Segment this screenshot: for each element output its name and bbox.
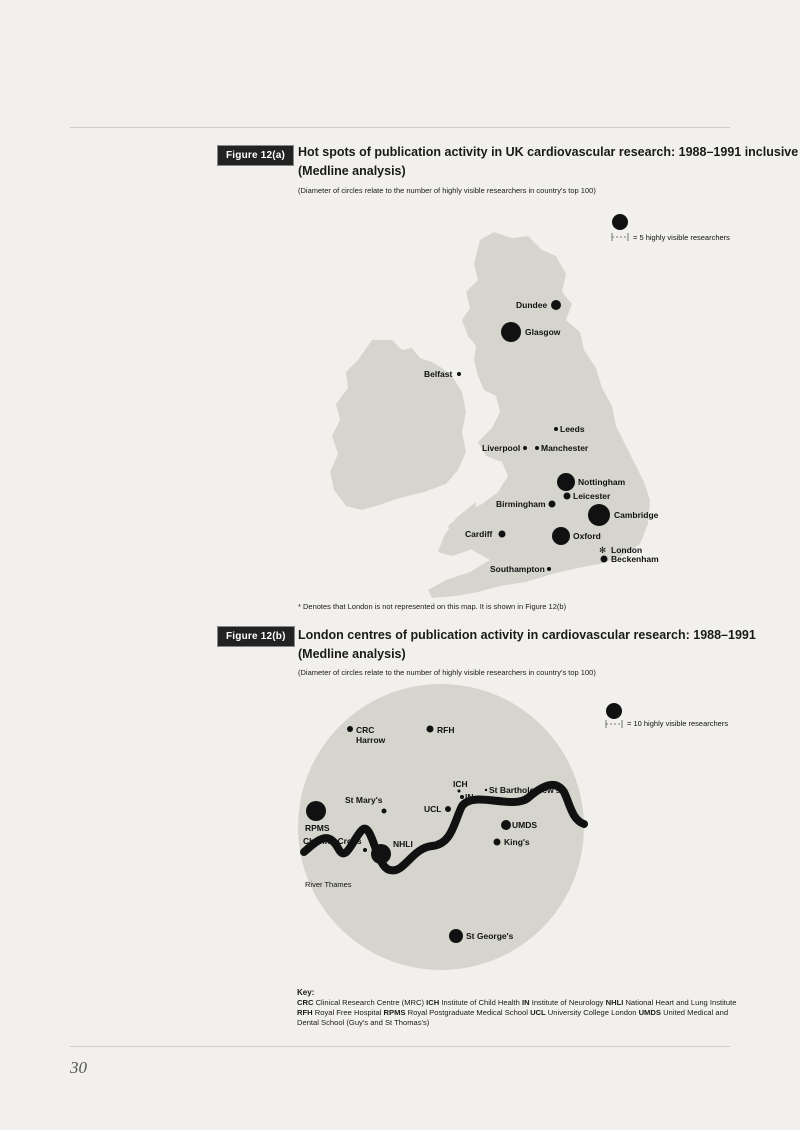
place-st-marys-label: St Mary's (345, 795, 383, 805)
key-text: Clinical Research Centre (MRC) (315, 998, 425, 1007)
key-list (297, 998, 747, 1028)
place-charing-cross-dot (363, 848, 367, 852)
key-abbr: UCL (530, 1008, 546, 1017)
key-text: University College London (547, 1008, 637, 1017)
place-ich-dot (458, 790, 461, 793)
place-rfh-dot (427, 726, 434, 733)
city-southampton-label: Southampton (490, 564, 545, 574)
legend-text-a: = 5 highly visible researchers (633, 233, 730, 242)
city-leicester-dot (564, 493, 571, 500)
key-abbr: RPMS (383, 1008, 406, 1017)
key-abbr: ICH (426, 998, 440, 1007)
key-text: National Heart and Lung Institute (625, 998, 737, 1007)
legend-text-b: = 10 highly visible researchers (627, 719, 729, 728)
place-st-georges-dot (449, 929, 463, 943)
place-ich-label: ICH (453, 779, 468, 789)
city-beckenham-label: Beckenham (611, 554, 659, 564)
ireland-landmass (330, 340, 466, 510)
figure-title-a (298, 143, 798, 181)
legend-dot-a (612, 214, 628, 230)
city-nottingham-dot (557, 473, 575, 491)
city-dundee-dot (551, 300, 561, 310)
key-abbr: UMDS (638, 1008, 661, 1017)
city-cambridge-label: Cambridge (614, 510, 659, 520)
legend-dot-b (606, 703, 622, 719)
city-belfast-dot (457, 372, 461, 376)
place-ucl-label: UCL (424, 804, 442, 814)
key-block (297, 988, 747, 1028)
city-nottingham-label: Nottingham (578, 477, 626, 487)
place-in-label: IN (465, 792, 474, 802)
place-crc-dot (347, 726, 353, 732)
place-umds-dot (501, 820, 511, 830)
city-cardiff-label: Cardiff (465, 529, 493, 539)
city-belfast-label: Belfast (424, 369, 453, 379)
key-abbr: CRC (297, 998, 314, 1007)
city-southampton-dot (547, 567, 551, 571)
key-abbr: IN (522, 998, 530, 1007)
key-text: Royal Postgraduate Medical School (407, 1008, 528, 1017)
city-manchester-label: Manchester (541, 443, 589, 453)
key-text: United Medical and Dental School (Guy's and St Thomas's) (297, 1008, 729, 1027)
place-rpms-dot (306, 801, 326, 821)
city-manchester-dot (535, 446, 539, 450)
city-liverpool-dot (523, 446, 527, 450)
figure-title-b (298, 626, 756, 664)
city-cambridge-dot (588, 504, 610, 526)
london-asterisk-icon: ✻ (599, 545, 607, 555)
place-kings-dot (494, 839, 501, 846)
city-leeds-dot (554, 427, 558, 431)
london-map (0, 680, 800, 980)
key-abbr: RFH (297, 1008, 313, 1017)
city-dundee-label: Dundee (516, 300, 548, 310)
figure-subtitle-b: (Diameter of circles relate to the number of highly visible researchers in country's top 100) (298, 668, 596, 677)
city-birmingham-label: Birmingham (496, 499, 546, 509)
city-liverpool-label: Liverpool (482, 443, 521, 453)
place-st-georges-label: St George's (466, 931, 514, 941)
place-rfh-label: RFH (437, 725, 455, 735)
key-text: Royal Free Hospital (314, 1008, 382, 1017)
city-cardiff-dot (499, 531, 506, 538)
city-beckenham-dot (601, 556, 608, 563)
key-abbr: NHLI (605, 998, 624, 1007)
city-leicester-label: Leicester (573, 491, 611, 501)
place-nhli-label: NHLI (393, 839, 413, 849)
figure-title-b-line1: London centres of publication activity in cardiovascular research: 1988–1991 (298, 628, 756, 642)
place-charing-cross-label: Charing Cross (303, 836, 362, 846)
page-number: 30 (70, 1058, 87, 1077)
city-leeds-label: Leeds (560, 424, 585, 434)
place-crc-label: CRC (356, 725, 375, 735)
place-harrow-label: Harrow (356, 735, 386, 745)
place-rpms-label: RPMS (305, 823, 330, 833)
figure-badge-b: Figure 12(b) (218, 627, 294, 646)
place-st-marys-dot (382, 809, 387, 814)
city-glasgow-label: Glasgow (525, 327, 561, 337)
city-birmingham-dot (549, 501, 556, 508)
place-kings-label: King's (504, 837, 530, 847)
river-thames-label: River Thames (305, 880, 352, 889)
bottom-rule (70, 1046, 730, 1047)
top-rule (70, 127, 730, 128)
city-oxford-label: Oxford (573, 531, 601, 541)
figure-title-a-line2: (Medline analysis) (298, 164, 406, 178)
figure-title-b-line2: (Medline analysis) (298, 647, 406, 661)
footnote-a: * Denotes that London is not represented on this map. It is shown in Figure 12(b) (298, 602, 567, 611)
key-text: Institute of Neurology (531, 998, 604, 1007)
place-nhli-dot (371, 844, 391, 864)
figure-subtitle-a: (Diameter of circles relate to the number of highly visible researchers in country's top 100) (298, 186, 596, 195)
figure-badge-a: Figure 12(a) (218, 146, 293, 165)
place-in-dot (460, 795, 464, 799)
place-st-barts-dot (485, 789, 487, 791)
key-text: Institute of Child Health (441, 998, 520, 1007)
place-st-barts-label: St Bartholomew's (489, 785, 561, 795)
city-glasgow-dot (501, 322, 521, 342)
uk-map (0, 200, 800, 600)
city-oxford-dot (552, 527, 570, 545)
place-ucl-dot (445, 806, 451, 812)
figure-title-a-line1: Hot spots of publication activity in UK cardiovascular research: 1988–1991 inclusive (298, 145, 799, 159)
city-london-label: London (611, 545, 643, 555)
key-label: Key: (297, 988, 315, 997)
place-umds-label: UMDS (512, 820, 538, 830)
